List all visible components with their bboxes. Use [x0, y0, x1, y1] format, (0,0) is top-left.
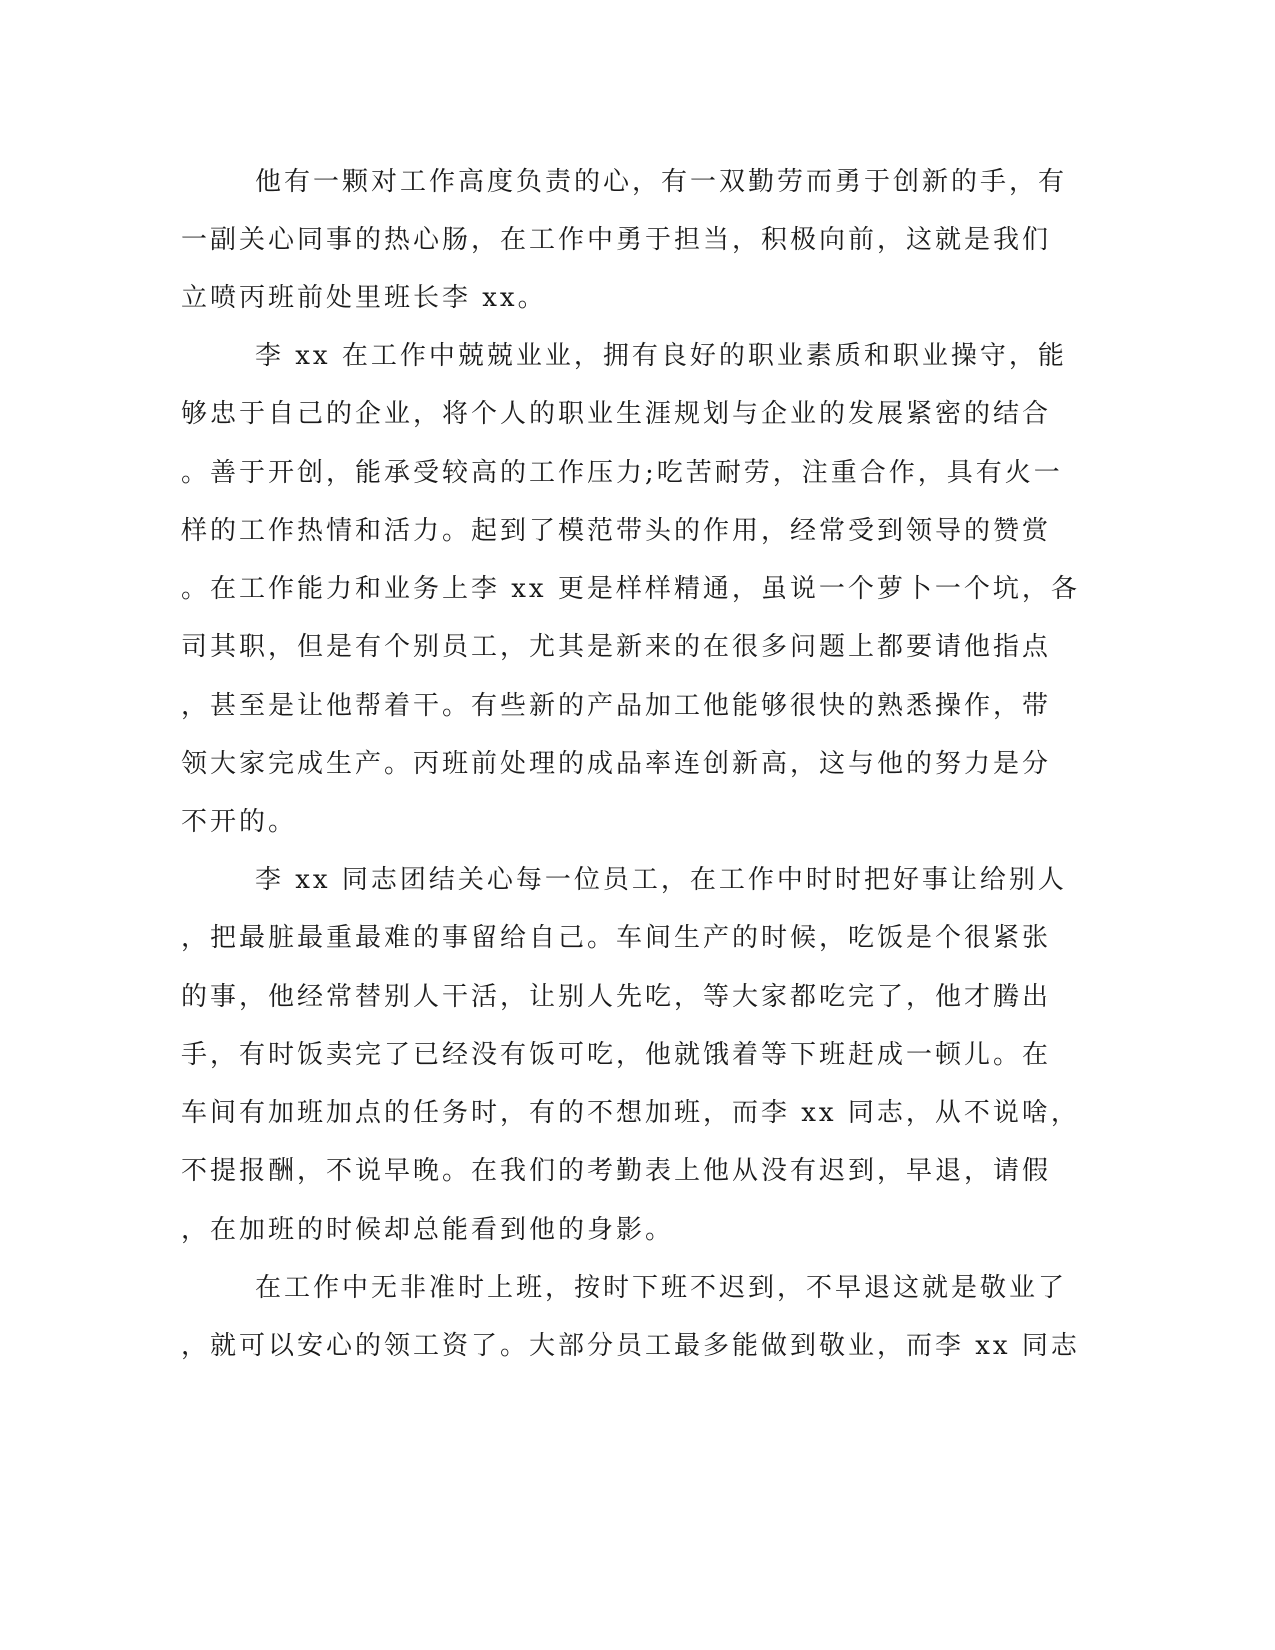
text-line: 。善于开创，能承受较高的工作压力;吃苦耐劳，注重合作，具有火一 — [181, 458, 1063, 488]
text-line: 不提报酬，不说早晚。在我们的考勤表上他从没有迟到，早退，请假 — [181, 1156, 1052, 1186]
text-line: 样的工作热情和活力。起到了模范带头的作用，经常受到领导的赞赏 — [181, 516, 1052, 546]
text-line: ，在加班的时候却总能看到他的身影。 — [181, 1215, 675, 1245]
text-line: 不开的。 — [181, 807, 298, 837]
text-line: 在工作中无非准时上班，按时下班不迟到，不早退这就是敬业了 — [255, 1273, 1068, 1303]
text-line: ，就可以安心的领工资了。大部分员工最多能做到敬业，而李 xx 同志 — [181, 1331, 1080, 1361]
text-line: 的事，他经常替别人干活，让别人先吃，等大家都吃完了，他才腾出 — [181, 982, 1052, 1012]
text-line: ，把最脏最重最难的事留给自己。车间生产的时候，吃饭是个很紧张 — [181, 923, 1052, 953]
text-line: 车间有加班加点的任务时，有的不想加班，而李 xx 同志，从不说啥， — [181, 1098, 1080, 1128]
text-line: 。在工作能力和业务上李 xx 更是样样精通，虽说一个萝卜一个坑，各 — [181, 574, 1080, 604]
text-line: 司其职，但是有个别员工，尤其是新来的在很多问题上都要请他指点 — [181, 632, 1052, 662]
text-line: 立喷丙班前处里班长李 xx。 — [181, 283, 547, 313]
text-line: 手，有时饭卖完了已经没有饭可吃，他就饿着等下班赶成一顿儿。在 — [181, 1040, 1052, 1070]
text-line: 领大家完成生产。丙班前处理的成品率连创新高，这与他的努力是分 — [181, 749, 1052, 779]
text-line: 够忠于自己的企业，将个人的职业生涯规划与企业的发展紧密的结合 — [181, 399, 1052, 429]
text-line: 一副关心同事的热心肠，在工作中勇于担当，积极向前，这就是我们 — [181, 225, 1052, 255]
text-line: 他有一颗对工作高度负责的心，有一双勤劳而勇于创新的手，有 — [255, 167, 1068, 197]
text-line: 李 xx 在工作中兢兢业业，拥有良好的职业素质和职业操守，能 — [255, 341, 1067, 371]
text-line: 李 xx 同志团结关心每一位员工，在工作中时时把好事让给别人 — [255, 865, 1067, 895]
text-line: ，甚至是让他帮着干。有些新的产品加工他能够很快的熟悉操作，带 — [181, 691, 1052, 721]
